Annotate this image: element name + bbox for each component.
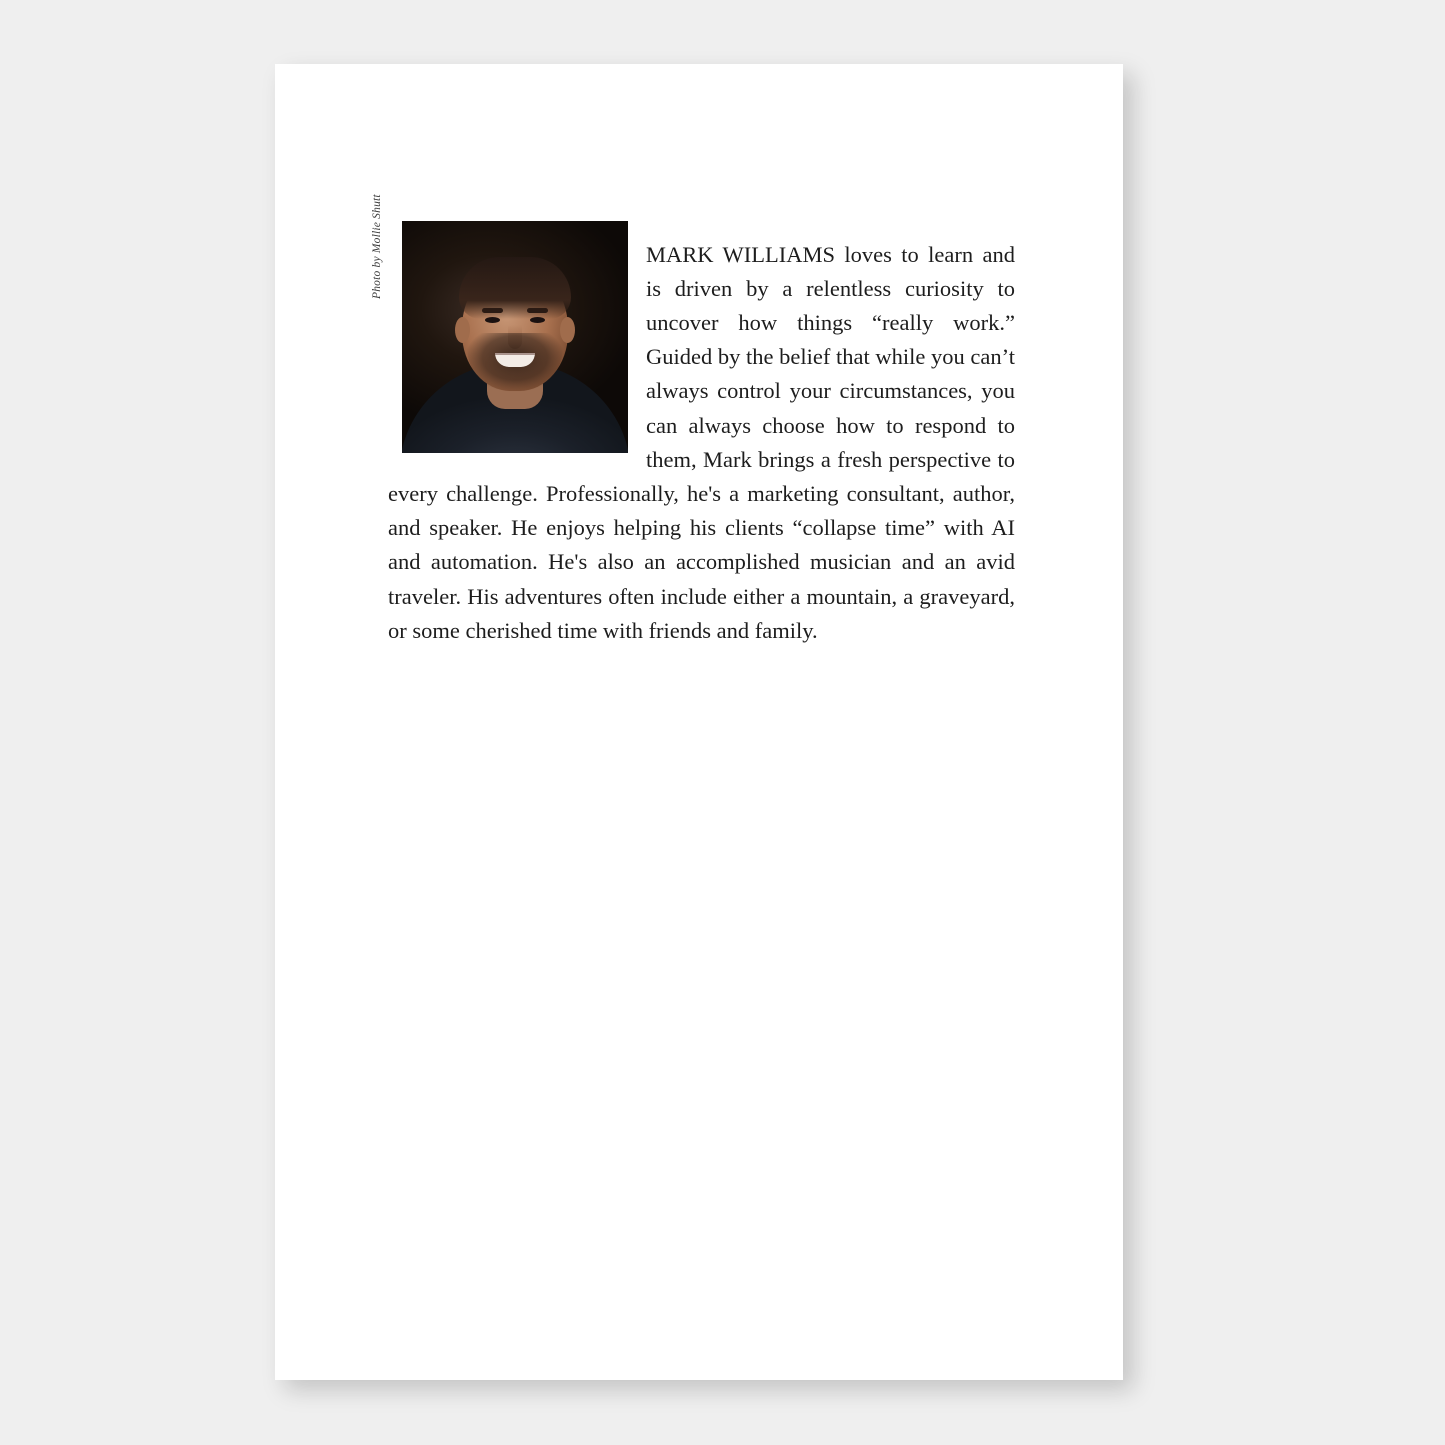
photo-credit-label: Photo by Mollie Shutt: [371, 194, 383, 299]
portrait-eye-left: [485, 317, 500, 323]
portrait-eyebrow-right: [527, 308, 548, 313]
author-bio-text: loves to learn and is driven by a relentless curiosity to uncover how things “really work.” Guided by the belief that while you can’t always control your circumstances, you can always choose how to respond to them, Mark brings a fresh perspective to every challenge. Professionally, he's a marketing consultant, author, and speaker. He enjoys helping his clients “collapse time” with AI and automation. He's also an accomplished musician and an avid traveler. His adventures often include either a mountain, a graveyard, or some cherished time with friends and family.: [388, 241, 1015, 643]
portrait-hair: [459, 257, 571, 319]
about-the-author-block: [371, 194, 1015, 670]
portrait-eyebrow-left: [482, 308, 503, 313]
portrait-eye-right: [530, 317, 545, 323]
author-name: MARK WILLIAMS: [646, 241, 835, 267]
author-photo-container: [371, 194, 628, 453]
author-portrait-image: [402, 221, 628, 453]
book-page: [275, 64, 1123, 1380]
